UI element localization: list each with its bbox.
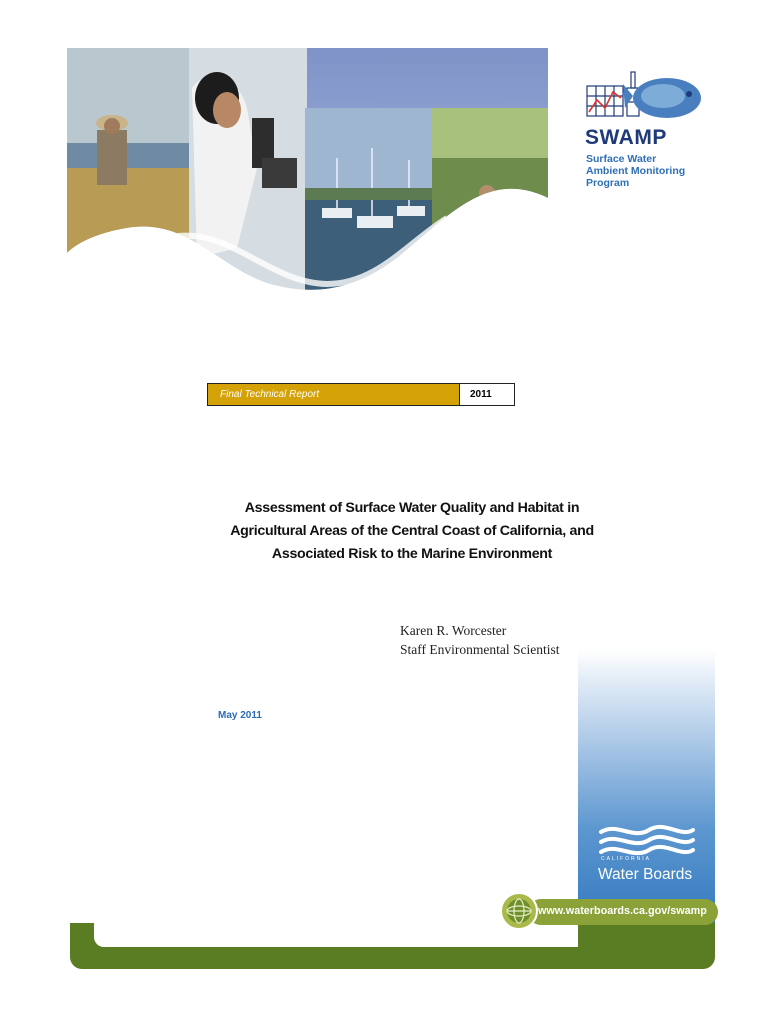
swamp-subtitle-line: Ambient Monitoring xyxy=(586,165,686,177)
document-title xyxy=(218,497,606,566)
title-line: Agricultural Areas of the Central Coast of California, and xyxy=(230,523,594,539)
swamp-subtitle xyxy=(586,153,706,189)
water-boards-wave-icon xyxy=(597,822,697,872)
title-line: Assessment of Surface Water Quality and Habitat in xyxy=(244,500,580,516)
author-name: Karen R. Worcester xyxy=(400,623,507,638)
field-observer-photo xyxy=(67,48,192,258)
report-year: 2011 xyxy=(460,384,514,405)
swamp-subtitle-line: Surface Water xyxy=(586,153,657,165)
water-boards-state: CALIFORNIA xyxy=(601,856,652,862)
website-url[interactable]: www.waterboards.ca.gov/swamp xyxy=(538,905,707,917)
report-type-bar xyxy=(207,383,515,406)
title-line: Associated Risk to the Marine Environment xyxy=(271,546,553,562)
author-block xyxy=(400,621,559,659)
report-type-label: Final Technical Report xyxy=(208,384,460,405)
cover-photo-banner xyxy=(67,48,548,292)
water-boards-name: Water Boards xyxy=(598,866,693,883)
author-role: Staff Environmental Scientist xyxy=(400,642,560,657)
globe-icon xyxy=(500,892,538,930)
swamp-wordmark: SWAMP xyxy=(585,126,667,149)
publication-date: May 2011 xyxy=(218,710,262,721)
swamp-subtitle-line: Program xyxy=(586,177,630,189)
